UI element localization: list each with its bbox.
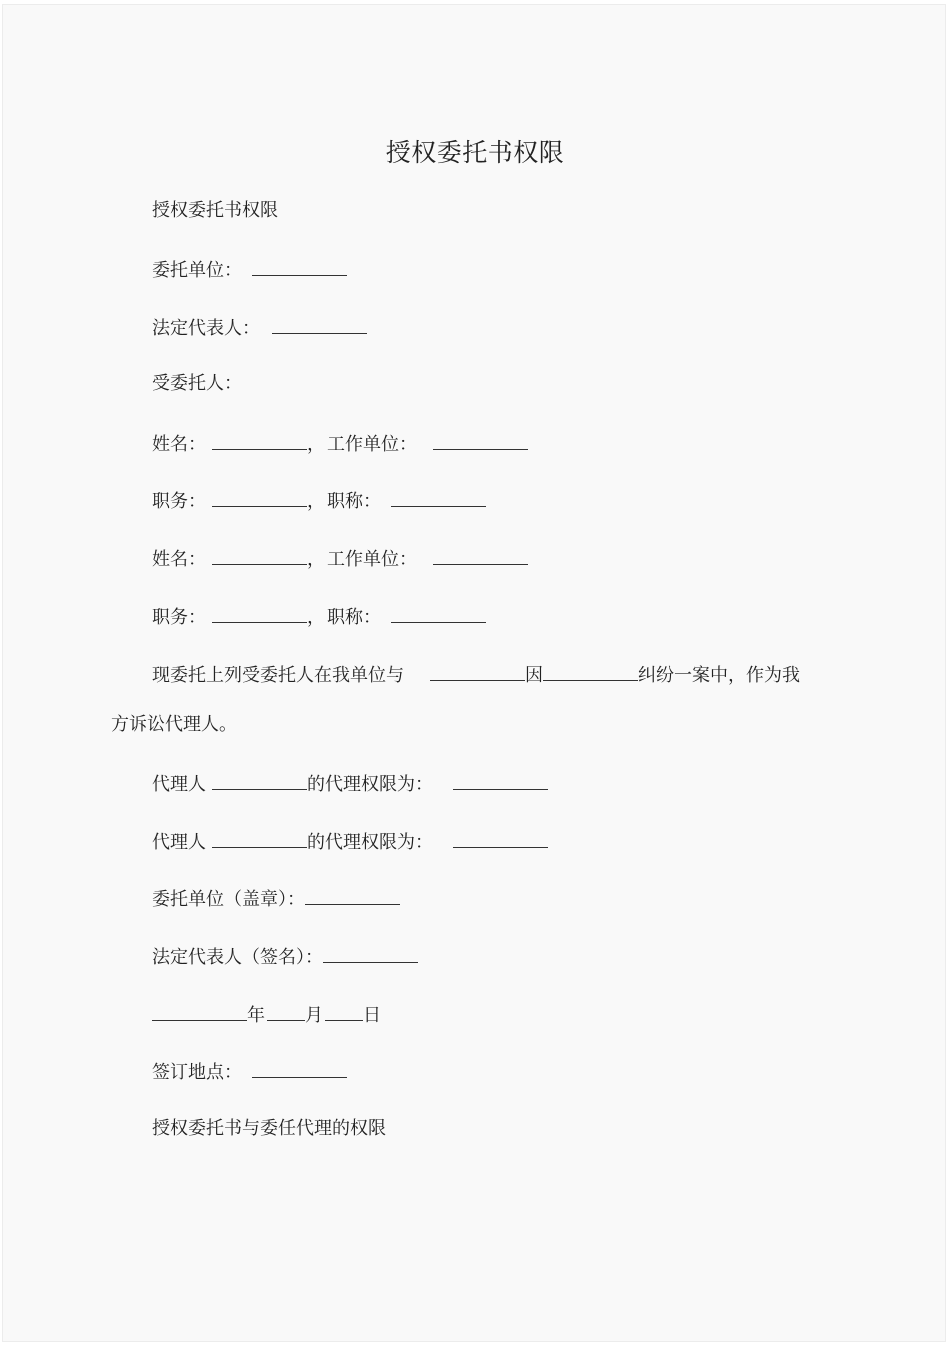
agent1-title-blank[interactable] (391, 486, 486, 507)
client-unit-blank[interactable] (252, 255, 347, 276)
body-part2: 因 (525, 665, 543, 686)
title-label: 职称： (327, 607, 381, 628)
comma: ， (307, 491, 325, 512)
seal-line (152, 884, 400, 914)
agent2-authority-line (152, 827, 548, 857)
document-page (2, 4, 946, 1342)
signature-line (152, 942, 418, 972)
year-label: 年 (247, 1005, 265, 1026)
client-unit-label: 委托单位： (152, 260, 242, 281)
body-line (152, 660, 800, 690)
comma: ， (307, 434, 325, 455)
legal-rep-line (152, 313, 367, 343)
agent2-title-blank[interactable] (391, 602, 486, 623)
seal-blank[interactable] (305, 884, 400, 905)
agent2-position-blank[interactable] (212, 602, 307, 623)
date-line (152, 1000, 381, 1030)
work-unit-label: 工作单位： (327, 549, 417, 570)
body-continuation: 方诉讼代理人。 (111, 714, 237, 735)
agent2-position-line (152, 602, 486, 632)
agent1-authority-blank[interactable] (453, 769, 548, 790)
place-line (152, 1057, 347, 1087)
legal-rep-label: 法定代表人： (152, 318, 260, 339)
opposing-party-blank[interactable] (430, 660, 525, 681)
agent-label: 代理人 (152, 774, 206, 795)
agent2-work-unit-blank[interactable] (433, 544, 528, 565)
agent-label: 代理人 (152, 832, 206, 853)
footer-heading: 授权委托书与委任代理的权限 (152, 1118, 386, 1139)
day-label: 日 (363, 1005, 381, 1026)
signature-label: 法定代表人（签名）： (152, 947, 323, 968)
legal-rep-blank[interactable] (272, 313, 367, 334)
name-label: 姓名： (152, 434, 206, 455)
document-title: 授权委托书权限 (385, 138, 565, 167)
agent1-name-line (152, 429, 528, 459)
agent1-work-unit-blank[interactable] (433, 429, 528, 450)
agent2-name-blank[interactable] (212, 544, 307, 565)
authority-label: 的代理权限为： (307, 832, 433, 853)
client-unit-line (152, 255, 347, 285)
agent1-name-blank[interactable] (212, 429, 307, 450)
agent2-name-line (152, 544, 528, 574)
day-blank[interactable] (325, 1000, 363, 1021)
comma: ， (307, 607, 325, 628)
agent2-authority-blank[interactable] (453, 827, 548, 848)
agent2-authority-name-blank[interactable] (212, 827, 307, 848)
agent1-position-blank[interactable] (212, 486, 307, 507)
body-part3: 纠纷一案中，作为我 (638, 665, 800, 686)
month-blank[interactable] (267, 1000, 305, 1021)
position-label: 职务： (152, 491, 206, 512)
position-label: 职务： (152, 607, 206, 628)
comma: ， (307, 549, 325, 570)
authority-label: 的代理权限为： (307, 774, 433, 795)
place-blank[interactable] (252, 1057, 347, 1078)
body-part1: 现委托上列受委托人在我单位与 (152, 665, 404, 686)
year-blank[interactable] (152, 1000, 247, 1021)
subtitle-line: 授权委托书权限 (152, 200, 278, 221)
name-label: 姓名： (152, 549, 206, 570)
agent1-position-line (152, 486, 486, 516)
place-label: 签订地点： (152, 1062, 242, 1083)
agent1-authority-name-blank[interactable] (212, 769, 307, 790)
signature-blank[interactable] (323, 942, 418, 963)
month-label: 月 (305, 1005, 323, 1026)
seal-label: 委托单位（盖章）： (152, 889, 305, 910)
title-label: 职称： (327, 491, 381, 512)
agent1-authority-line (152, 769, 548, 799)
agent-header: 受委托人： (152, 373, 242, 394)
dispute-blank[interactable] (543, 660, 638, 681)
work-unit-label: 工作单位： (327, 434, 417, 455)
